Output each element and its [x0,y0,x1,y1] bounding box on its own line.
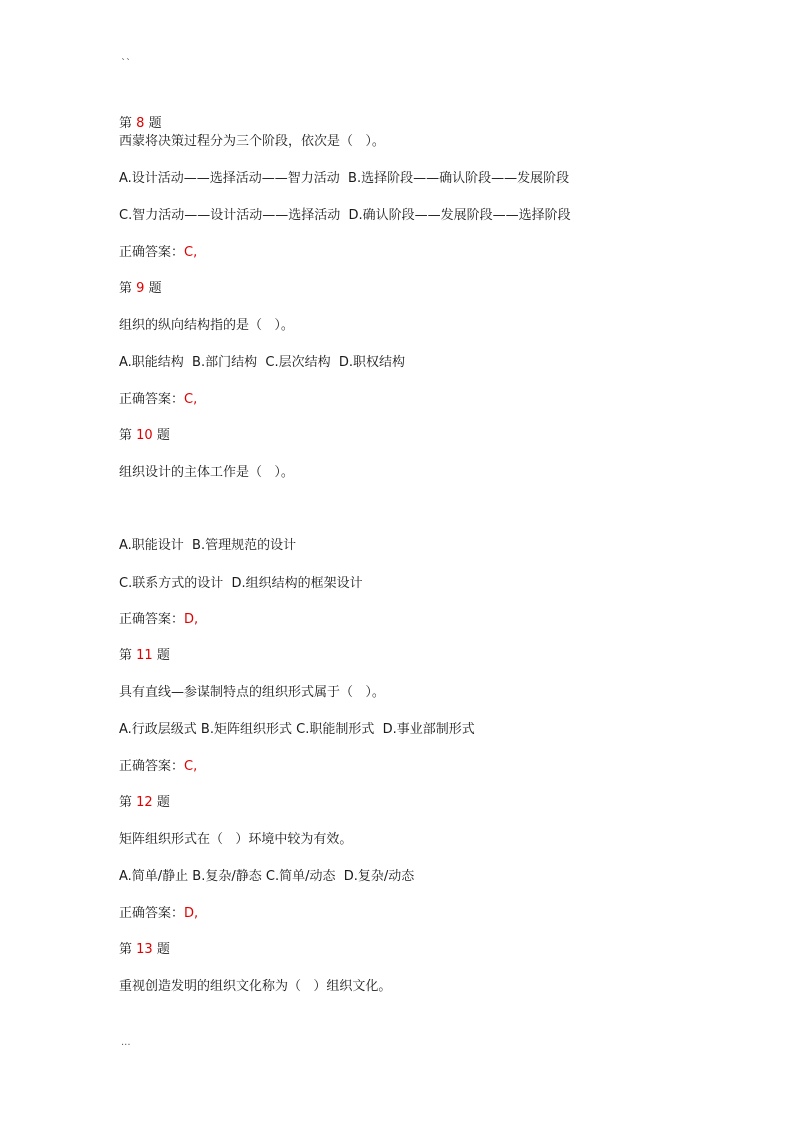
answer-8: 正确答案：C, [119,245,198,260]
question-number-11: 第 11 题 [119,648,170,663]
answer-12: 正确答案：D, [119,906,199,921]
question-stem-10: 组织设计的主体工作是（ ）。 [119,465,294,480]
question-number-13: 第 13 题 [119,942,170,957]
question-number-12: 第 12 题 [119,795,170,810]
question-number-10: 第 10 题 [119,428,170,443]
header-mark: `` [121,58,131,69]
question-stem-12: 矩阵组织形式在（ ）环境中较为有效。 [119,832,353,847]
question-options-8a: A.设计活动——选择活动——智力活动 B.选择阶段——确认阶段——发展阶段 [119,171,570,186]
answer-9: 正确答案：C, [119,392,198,407]
question-options-9: A.职能结构 B.部门结构 C.层次结构 D.职权结构 [119,355,405,370]
question-options-11: A.行政层级式 B.矩阵组织形式 C.职能制形式 D.事业部制形式 [119,722,475,737]
question-stem-13: 重视创造发明的组织文化称为（ ）组织文化。 [119,979,392,994]
question-stem-11: 具有直线—参谋制特点的组织形式属于（ ）。 [119,685,385,700]
question-number-8: 第 8 题 [119,116,162,131]
question-options-10a: A.职能设计 B.管理规范的设计 [119,538,297,553]
question-stem-9: 组织的纵向结构指的是（ ）。 [119,318,294,333]
answer-11: 正确答案：C, [119,759,198,774]
question-stem-8: 西蒙将决策过程分为三个阶段，依次是（ ）。 [119,134,385,149]
answer-10: 正确答案：D, [119,612,199,627]
question-options-10b: C.联系方式的设计 D.组织结构的框架设计 [119,576,363,591]
question-options-8b: C.智力活动——设计活动——选择活动 D.确认阶段——发展阶段——选择阶段 [119,208,571,223]
question-number-9: 第 9 题 [119,281,162,296]
footer-mark: ... [121,1037,131,1048]
question-options-12: A.简单/静止 B.复杂/静态 C.简单/动态 D.复杂/动态 [119,869,415,884]
